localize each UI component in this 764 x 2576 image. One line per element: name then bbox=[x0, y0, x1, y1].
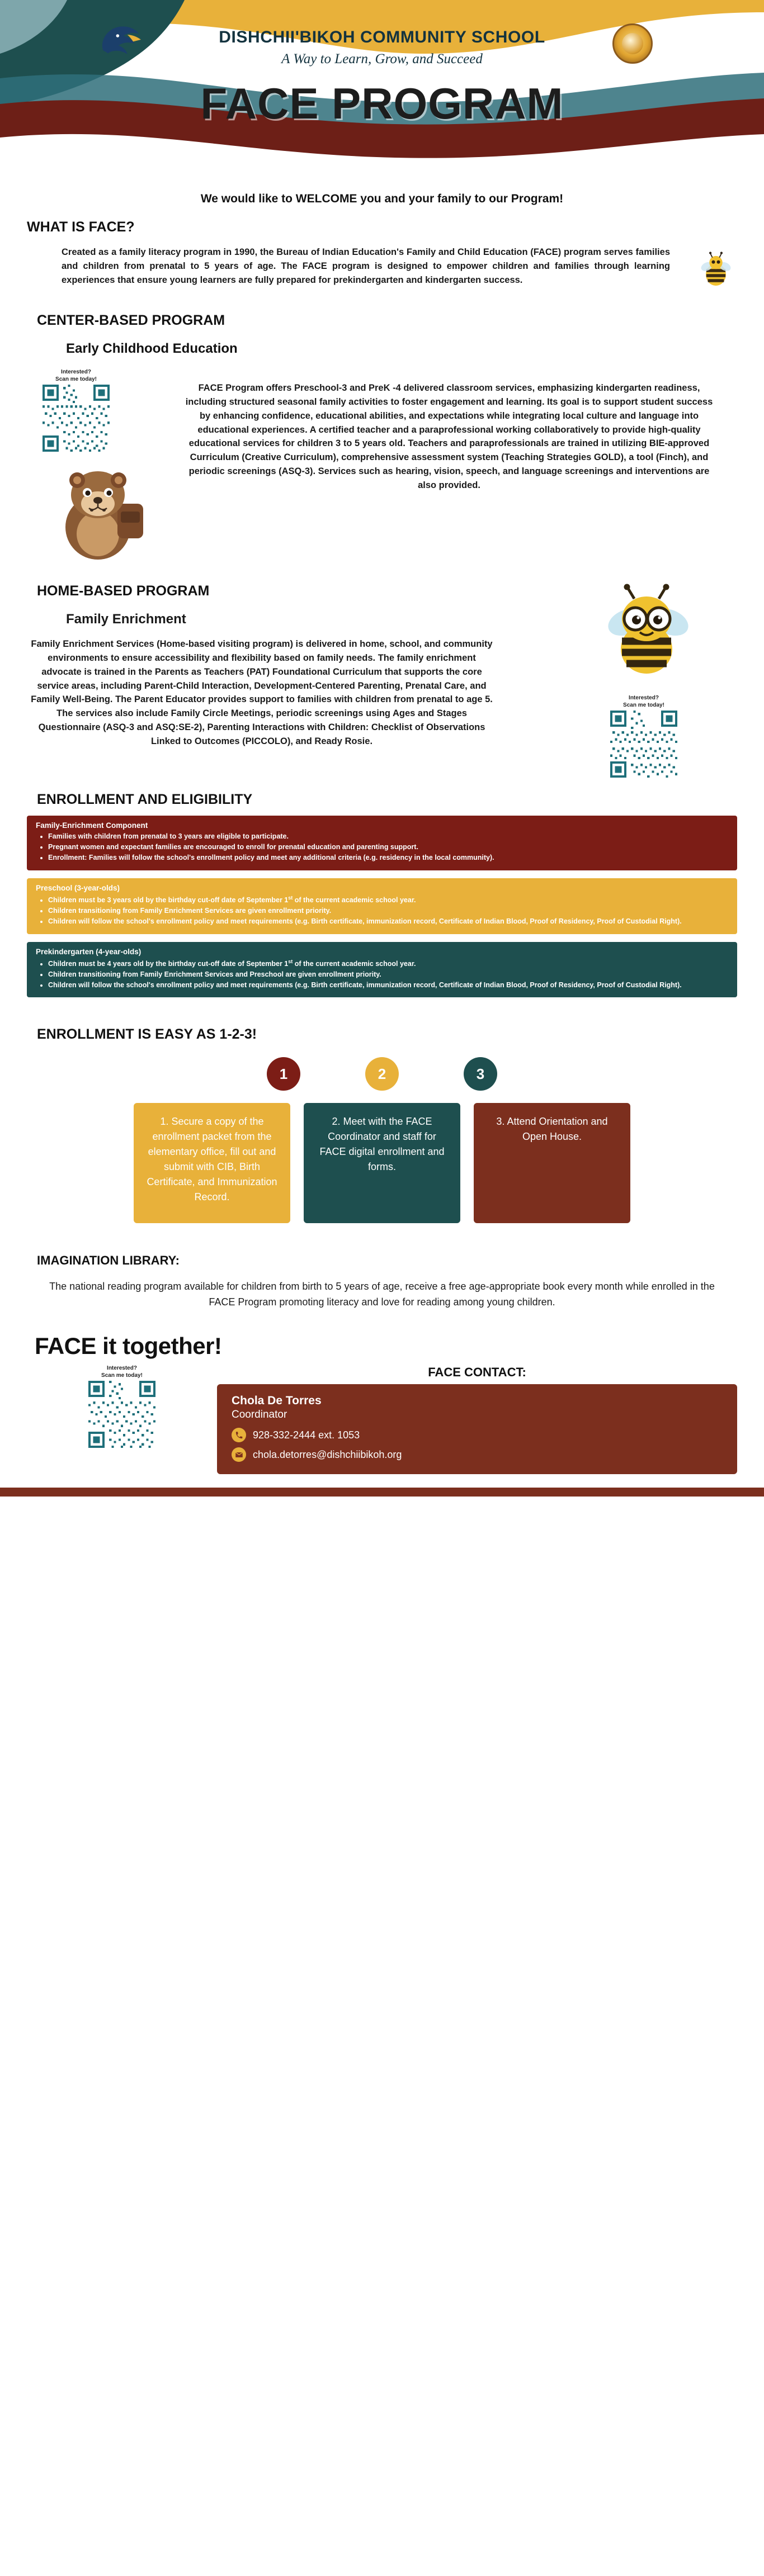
qr-code-home-based[interactable] bbox=[610, 711, 677, 778]
contact-box bbox=[217, 1384, 737, 1474]
band-list bbox=[36, 894, 728, 926]
band-title: Preschool (3-year-olds) bbox=[36, 883, 120, 892]
step-card-row bbox=[27, 1103, 737, 1223]
step-number-row bbox=[27, 1057, 737, 1091]
qr-label-home-based bbox=[610, 695, 677, 709]
step-number-1: 1 bbox=[267, 1057, 300, 1091]
center-based-subheading: Early Childhood Education bbox=[66, 341, 238, 357]
step-card-3: 3. Attend Orientation and Open House. bbox=[474, 1103, 630, 1223]
band-list-item: • Children transitioning from Family Enrichment Services and Preschool are given enrollment priority. bbox=[48, 970, 728, 979]
contact-heading: FACE CONTACT: bbox=[428, 1365, 526, 1380]
poster-header bbox=[0, 0, 764, 173]
home-based-body: Family Enrichment Services (Home-based visiting program) is delivered in home, school, and community environments to ensure accessibility and flexibility based on family needs. The family enrichment advocate is trained in the Parents as Teachers (PAT) Foundational Curriculum that supports the core service areas, including Parent-Child Interaction, Development-Centered Parenting, Prenatal Care, and Family Well-Being. The Parent Educator provides support to families with children from prenatal to age 5. The services also include Family Circle Meetings, periodic screenings using Ages and Stages Questionnaire (ASQ-3 and ASQ:SE-2), Parenting Interactions with Children: Checklist of Observations Linked to Outcomes (PICCOLO), and Ready Rosie. bbox=[31, 639, 493, 746]
home-based-section bbox=[0, 583, 764, 748]
contact-email: chola.detorres@dishchiibikoh.org bbox=[253, 1448, 402, 1460]
band-list-item: • Enrollment: Families will follow the school's enrollment policy and meet any additional criteria (e.g. residency in the local community). bbox=[48, 853, 728, 863]
band-list-item: • Children must be 3 years old by the birthday cut-off date of September 1st of the current academic school year. bbox=[48, 894, 728, 905]
band-list-item: • Children will follow the school's enrollment policy and meet requirements (e.g. Birth certificate, immunization record, Certificate of Indian Blood, Proof of Residency, Proof of Custodial Right). bbox=[48, 917, 728, 926]
imagination-library-body: The national reading program available for children from birth to 5 years of age, receive a free age-appropriate book every month while enrolled in the FACE Program promoting literacy and love for reading among young children. bbox=[49, 1281, 715, 1308]
band-list bbox=[36, 958, 728, 990]
step-number-3: 3 bbox=[464, 1057, 497, 1091]
what-is-face-heading: WHAT IS FACE? bbox=[27, 219, 135, 235]
qr-label-line1: Interested? bbox=[629, 695, 659, 702]
center-based-heading: CENTER-BASED PROGRAM bbox=[37, 312, 225, 329]
envelope-icon bbox=[232, 1447, 246, 1462]
school-seal-logo bbox=[612, 23, 653, 64]
poster-title: FACE PROGRAM bbox=[200, 79, 564, 128]
qr-label-line2: Scan me today! bbox=[101, 1372, 143, 1379]
easy-steps-heading: ENROLLMENT IS EASY AS 1-2-3! bbox=[37, 1026, 257, 1043]
step-card-1: 1. Secure a copy of the enrollment packet from the elementary office, fill out and submit with CIB, Birth Certificate, and Immunization Record. bbox=[134, 1103, 290, 1223]
band-list-item: • Pregnant women and expectant families are encouraged to enroll for prenatal education and parenting support. bbox=[48, 842, 728, 852]
footer-bottom-bar bbox=[0, 1488, 764, 1497]
step-card-2: 2. Meet with the FACE Coordinator and staff for FACE digital enrollment and forms. bbox=[304, 1103, 460, 1223]
home-based-qr-block bbox=[610, 695, 677, 780]
contact-role: Coordinator bbox=[232, 1409, 287, 1421]
contact-phone-row[interactable] bbox=[232, 1428, 723, 1442]
otter-mascot-icon bbox=[45, 460, 157, 564]
eligibility-band-preschool bbox=[27, 878, 737, 934]
enrollment-heading: ENROLLMENT AND ELIGIBILITY bbox=[37, 792, 253, 808]
home-based-heading: HOME-BASED PROGRAM bbox=[37, 583, 210, 599]
enrollment-eligibility-section bbox=[0, 792, 764, 997]
eagle-head-logo bbox=[98, 21, 147, 65]
poster-footer bbox=[0, 1333, 764, 1497]
qr-code-center-based[interactable] bbox=[43, 385, 110, 452]
band-title: Family-Enrichment Component bbox=[36, 821, 148, 830]
school-tagline: A Way to Learn, Grow, and Succeed bbox=[281, 51, 483, 67]
band-list-item: • Children transitioning from Family Enrichment Services are given enrollment priority. bbox=[48, 906, 728, 916]
band-list bbox=[36, 832, 728, 863]
eligibility-band-prekindergarten bbox=[27, 942, 737, 998]
band-list-item: • Families with children from prenatal to 3 years are eligible to participate. bbox=[48, 832, 728, 841]
step-number-2: 2 bbox=[365, 1057, 399, 1091]
bee-mascot-icon bbox=[696, 250, 736, 291]
band-list-item: • Children must be 4 years old by the birthday cut-off date of September 1st of the current academic school year. bbox=[48, 958, 728, 969]
qr-label-line1: Interested? bbox=[61, 369, 91, 376]
welcome-line: We would like to WELCOME you and your family to our Program! bbox=[200, 192, 564, 205]
home-based-subheading: Family Enrichment bbox=[66, 612, 186, 627]
band-list-item: • Children will follow the school's enrollment policy and meet requirements (e.g. Birth certificate, immunization record, Certificate of Indian Blood, Proof of Residency, Proof of Custodial Right). bbox=[48, 981, 728, 990]
center-based-body: FACE Program offers Preschool-3 and PreK -4 delivered classroom services, emphasizing kindergarten readiness, including structured seasonal family activities to foster engagement and learning. Its goal is to support student success by enhancing confidence, educational abilities, and expectations while integrating local culture and language into educational experiences. A certified teacher and a paraprofessional working collaboratively to provide high-quality educational services for children 3 to 5 years old. Teachers and paraprofessionals are trained in utilizing BIE-approved Curriculum (Creative Curriculum), comprehensive assessment system (Teaching Strategies GOLD), a tool (Finch), and periodic screenings (ASQ-3). Services such as hearing, vision, speech, and language screenings and interventions are also provided. bbox=[185, 383, 713, 490]
contact-phone: 928-332-2444 ext. 1053 bbox=[253, 1429, 360, 1441]
center-based-media bbox=[27, 369, 183, 566]
bee-with-glasses-icon bbox=[591, 583, 702, 684]
eligibility-band-family-enrichment bbox=[27, 816, 737, 870]
footer-qr-block bbox=[27, 1365, 195, 1474]
center-based-section bbox=[0, 312, 764, 566]
band-title: Prekindergarten (4-year-olds) bbox=[36, 947, 142, 956]
contact-email-row[interactable] bbox=[232, 1447, 723, 1462]
imagination-library-section bbox=[0, 1253, 764, 1310]
what-is-face-section bbox=[0, 219, 764, 287]
qr-label-line2: Scan me today! bbox=[623, 702, 664, 708]
imagination-library-heading: IMAGINATION LIBRARY: bbox=[37, 1253, 180, 1268]
qr-code-footer[interactable] bbox=[88, 1381, 155, 1448]
qr-label-center-based bbox=[43, 369, 110, 383]
contact-name: Chola De Torres bbox=[232, 1394, 322, 1408]
easy-steps-section bbox=[0, 1026, 764, 1223]
school-name: DISHCHII'BIKOH COMMUNITY SCHOOL bbox=[219, 28, 545, 46]
what-is-face-body: Created as a family literacy program in 1990, the Bureau of Indian Education's Family and Child Education (FACE) program serves families and children from prenatal to 5 years of age. The FACE program is designed to empower children and families through learning experiences that ensure young learners are fully prepared for prekindergarten and kindergarten success. bbox=[62, 247, 670, 285]
qr-label-line1: Interested? bbox=[107, 1365, 137, 1372]
phone-icon bbox=[232, 1428, 246, 1442]
qr-label-footer bbox=[88, 1365, 155, 1379]
footer-slogan: FACE it together! bbox=[35, 1333, 222, 1360]
qr-label-line2: Scan me today! bbox=[55, 376, 97, 382]
